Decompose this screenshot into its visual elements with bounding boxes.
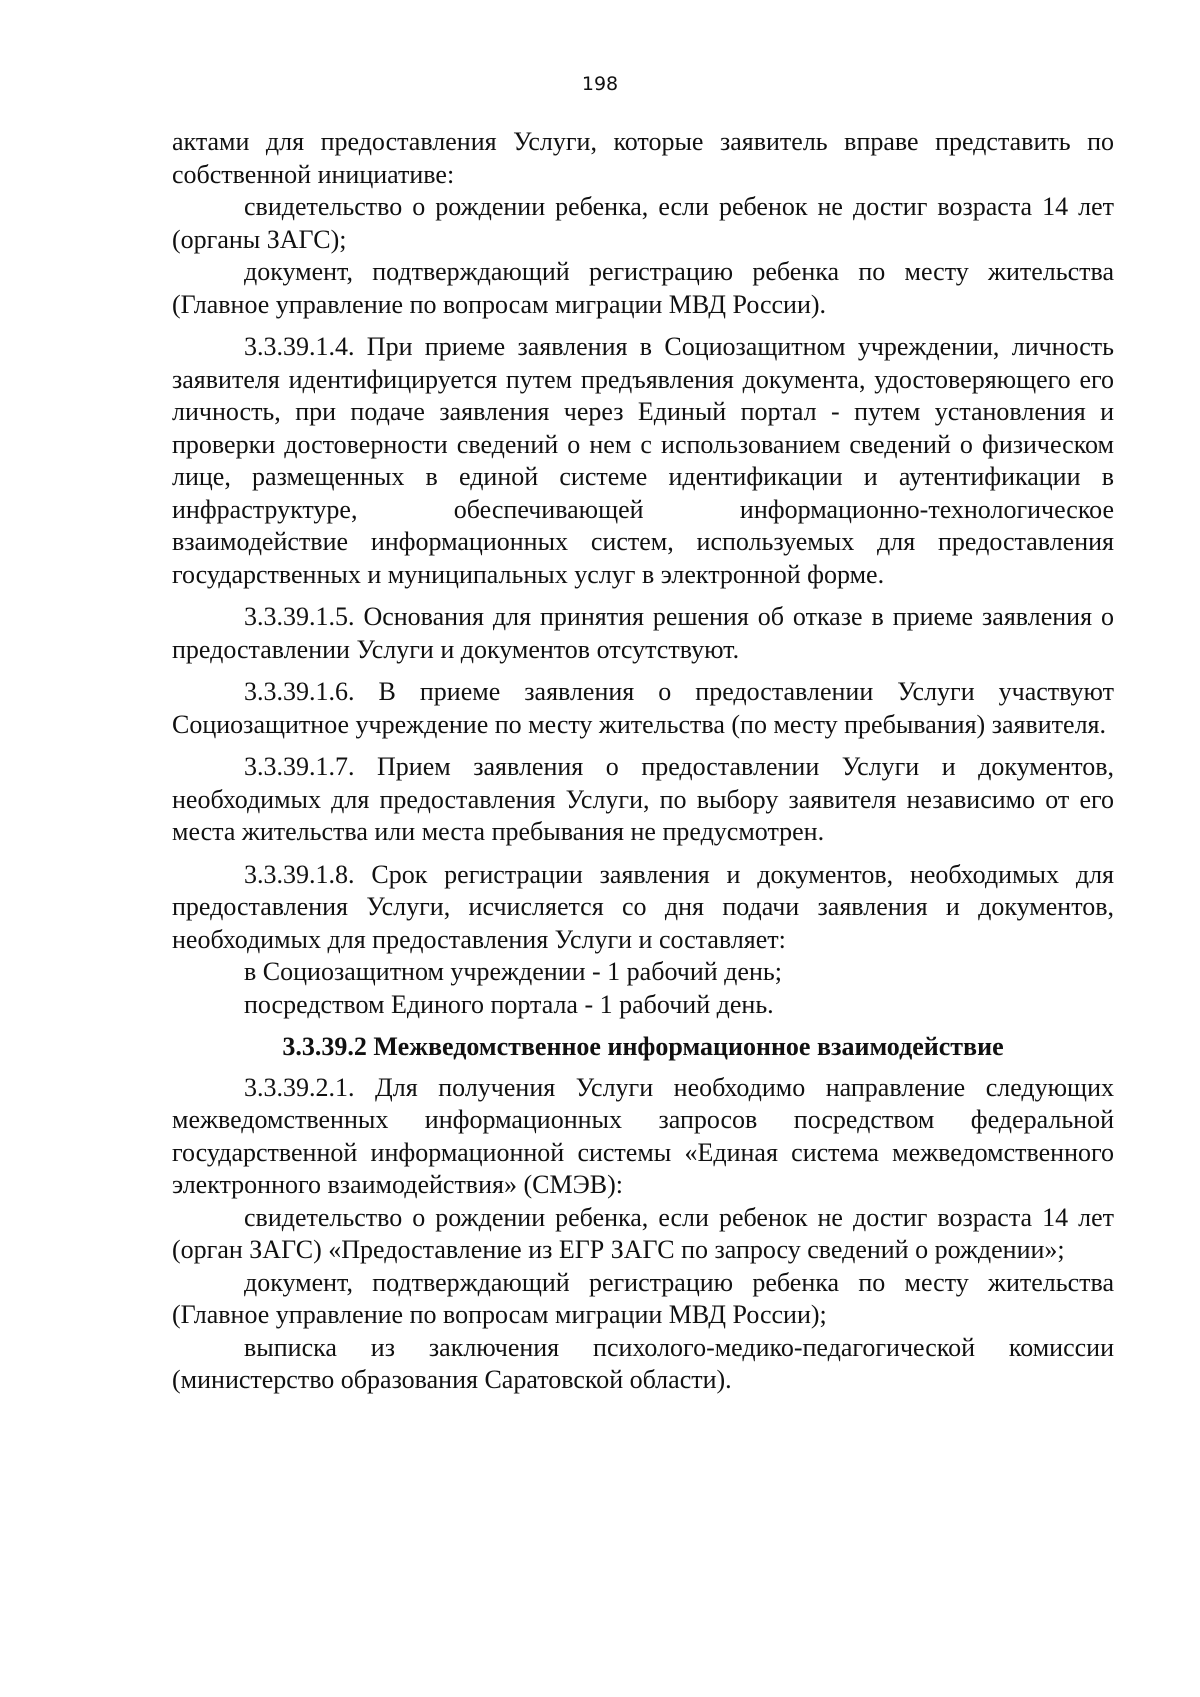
paragraph-3-3-39-1-8: 3.3.39.1.8. Срок регистрации заявления и документов, необходимых для предоставления Услуги, исчисляется со дня подачи заявления и документов, необходимых для предоставления Услуги и составляет: [172,859,1114,954]
list-item-office-term: в Социозащитном учреждении - 1 рабочий день; [244,957,782,986]
paragraph-continuation: актами для предоставления Услуги, которые заявитель вправе представить по собственной инициативе: [172,127,1114,189]
paragraph-3-3-39-1-5: 3.3.39.1.5. Основания для принятия решения об отказе в приеме заявления о предоставлении Услуги и документов отсутствуют. [172,602,1114,664]
list-item-smev-pmpk: выписка из заключения психолого-медико-педагогической комиссии (министерство образования Саратовской области). [172,1332,1114,1394]
list-item-smev-birth-certificate: свидетельство о рождении ребенка, если ребенок не достиг возраста 14 лет (орган ЗАГС) «Предоставление из ЕГР ЗАГС по запросу сведений о рождении»; [172,1202,1114,1264]
section-heading: 3.3.39.2 Межведомственное информационное взаимодействие [282,1032,1004,1061]
paragraph-3-3-39-1-7: 3.3.39.1.7. Прием заявления о предоставлении Услуги и документов, необходимых для предоставления Услуги, по выбору заявителя независимо от его места жительства или места пребывания не предусмотрен. [172,752,1114,846]
list-item-birth-certificate: свидетельство о рождении ребенка, если ребенок не достиг возраста 14 лет (органы ЗАГС); [172,192,1114,254]
list-item-portal-term: посредством Единого портала - 1 рабочий день. [244,989,774,1019]
document-body [172,126,1114,1397]
paragraph-3-3-39-2-1: 3.3.39.2.1. Для получения Услуги необходимо направление следующих межведомственных информационных запросов посредством федеральной государственной информационной системы «Единая система межведомственного электронного взаимодействия» (СМЭВ): [172,1072,1114,1199]
page-number: 198 [581,73,619,95]
paragraph-3-3-39-1-6: 3.3.39.1.6. В приеме заявления о предоставлении Услуги участвуют Социозащитное учреждение по месту жительства (по месту пребывания) заявителя. [172,677,1114,739]
paragraph-3-3-39-1-4: 3.3.39.1.4. При приеме заявления в Социозащитном учреждении, личность заявителя идентифицируется путем предъявления документа, удостоверяющего его личность, при подаче заявления через Единый портал - путем установления и проверки достоверности сведений о нем с использованием сведений о физическом лице, размещенных в единой системе идентификации и аутентификации в инфраструктуре, обеспечивающей информационно-технологическое взаимодействие информационных систем, используемых для предоставления государственных и муниципальных услуг в электронной форме. [172,332,1114,589]
list-item-registration-document: документ, подтверждающий регистрацию ребенка по месту жительства (Главное управление по вопросам миграции МВД России). [172,257,1114,319]
list-item-smev-registration: документ, подтверждающий регистрацию ребенка по месту жительства (Главное управление по вопросам миграции МВД России); [172,1267,1114,1329]
